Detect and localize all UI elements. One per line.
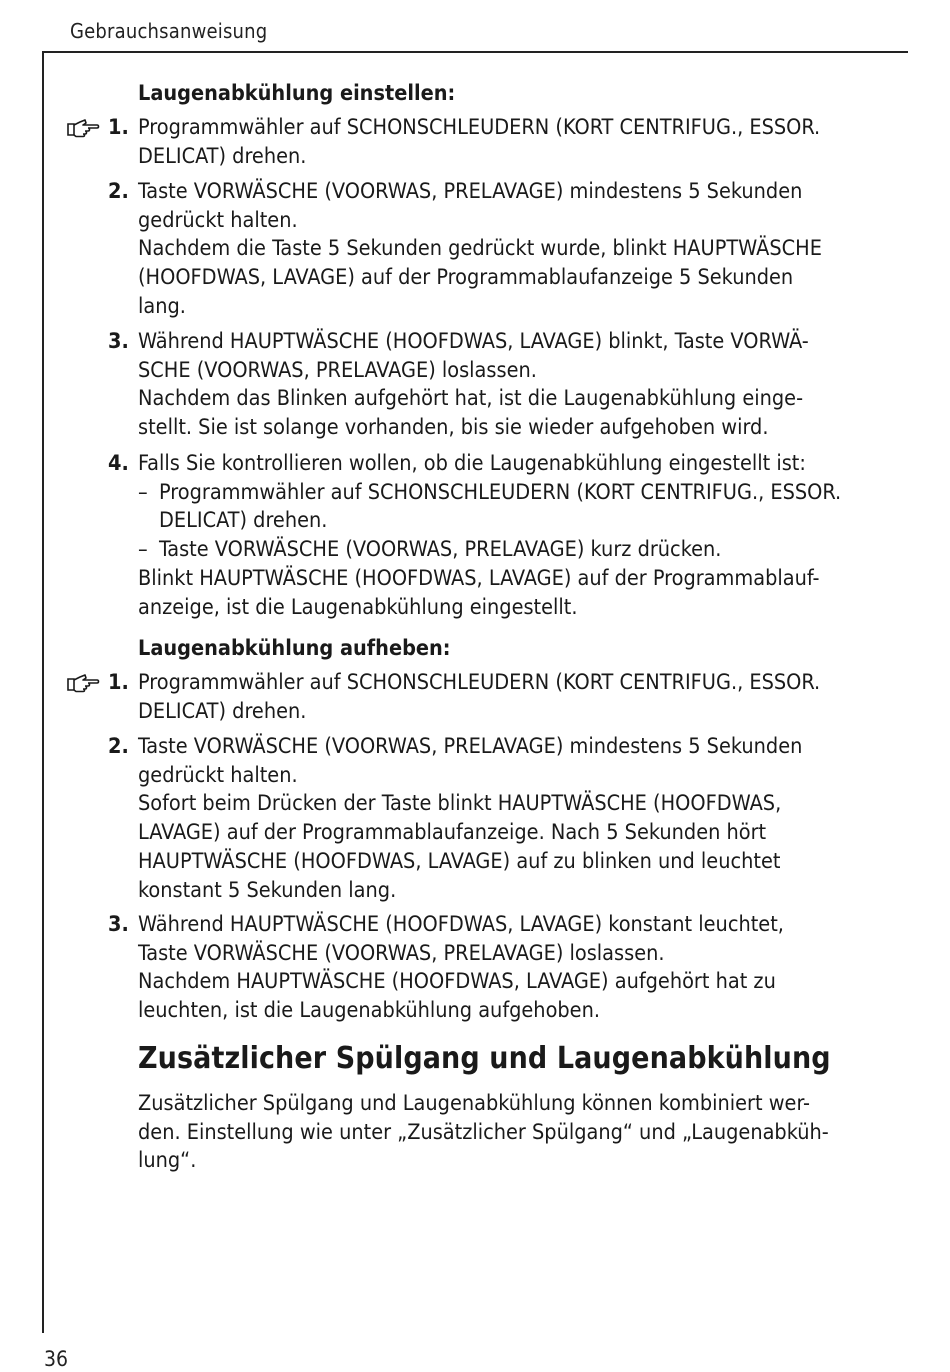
subheading-aufheben: Laugenabkühlung aufheben: bbox=[138, 636, 451, 661]
step-einstellen-3 bbox=[108, 328, 878, 443]
dash-bullet: – bbox=[138, 537, 148, 563]
section-paragraph bbox=[138, 1090, 873, 1176]
header-rule bbox=[42, 51, 908, 53]
step-line: Blinkt HAUPTWÄSCHE (HOOFDWAS, LAVAGE) auf der Programmablauf- bbox=[138, 565, 820, 591]
step-line: Taste VORWÄSCHE (VOORWAS, PRELAVAGE) kurz drücken. bbox=[159, 537, 722, 563]
step-number: 1. bbox=[108, 115, 129, 140]
section-title: Zusätzlicher Spülgang und Laugenabkühlung bbox=[138, 1041, 831, 1076]
step-line: anzeige, ist die Laugenabkühlung eingestellt. bbox=[138, 594, 578, 620]
step-line: lang. bbox=[138, 293, 186, 319]
step-number: 3. bbox=[108, 329, 129, 354]
step-line: leuchten, ist die Laugenabkühlung aufgehoben. bbox=[138, 998, 600, 1024]
pointing-hand-icon bbox=[66, 672, 100, 694]
step-line: Taste VORWÄSCHE (VOORWAS, PRELAVAGE) loslassen. bbox=[138, 940, 665, 966]
dash-item bbox=[138, 536, 878, 565]
dash-bullet: – bbox=[138, 479, 148, 505]
step-einstellen-4 bbox=[108, 450, 878, 622]
step-line: Taste VORWÄSCHE (VOORWAS, PRELAVAGE) mindestens 5 Sekunden bbox=[138, 179, 803, 204]
step-number: 2. bbox=[108, 734, 129, 759]
step-line: Während HAUPTWÄSCHE (HOOFDWAS, LAVAGE) blinkt, Taste VORWÄ- bbox=[138, 329, 809, 354]
dash-item bbox=[138, 479, 878, 536]
step-line: Während HAUPTWÄSCHE (HOOFDWAS, LAVAGE) konstant leuchtet, bbox=[138, 912, 784, 937]
step-line: stellt. Sie ist solange vorhanden, bis sie wieder aufgehoben wird. bbox=[138, 415, 769, 441]
step-line: Sofort beim Drücken der Taste blinkt HAUPTWÄSCHE (HOOFDWAS, bbox=[138, 791, 782, 817]
step-number: 2. bbox=[108, 179, 129, 204]
step-line: Programmwähler auf SCHONSCHLEUDERN (KORT CENTRIFUG., ESSOR. bbox=[138, 115, 821, 140]
step-line: Programmwähler auf SCHONSCHLEUDERN (KORT CENTRIFUG., ESSOR. bbox=[138, 670, 821, 695]
step-aufheben-1 bbox=[108, 669, 878, 726]
step-line: DELICAT) drehen. bbox=[138, 143, 307, 169]
step-einstellen-2 bbox=[108, 178, 878, 322]
step-line: SCHE (VOORWAS, PRELAVAGE) loslassen. bbox=[138, 357, 537, 383]
step-line: DELICAT) drehen. bbox=[159, 508, 328, 534]
step-number: 3. bbox=[108, 912, 129, 937]
step-number: 1. bbox=[108, 670, 129, 695]
step-line: Nachdem das Blinken aufgehört hat, ist die Laugenabkühlung einge- bbox=[138, 386, 804, 412]
step-line: konstant 5 Sekunden lang. bbox=[138, 877, 397, 903]
pointing-hand-icon bbox=[66, 117, 100, 139]
margin-rule bbox=[42, 51, 44, 1333]
step-line: (HOOFDWAS, LAVAGE) auf der Programmablaufanzeige 5 Sekunden bbox=[138, 265, 794, 291]
step-line: Programmwähler auf SCHONSCHLEUDERN (KORT CENTRIFUG., ESSOR. bbox=[159, 479, 842, 505]
step-number: 4. bbox=[108, 451, 129, 476]
running-header: Gebrauchsanweisung bbox=[70, 19, 268, 43]
step-line: LAVAGE) auf der Programmablaufanzeige. Nach 5 Sekunden hört bbox=[138, 820, 767, 846]
paragraph-line: lung“. bbox=[138, 1148, 197, 1174]
step-line: gedrückt halten. bbox=[138, 207, 298, 233]
subheading-einstellen: Laugenabkühlung einstellen: bbox=[138, 81, 456, 106]
step-einstellen-1 bbox=[108, 114, 878, 171]
step-line: HAUPTWÄSCHE (HOOFDWAS, LAVAGE) auf zu blinken und leuchtet bbox=[138, 848, 781, 874]
paragraph-line: Zusätzlicher Spülgang und Laugenabkühlung können kombiniert wer- bbox=[138, 1091, 810, 1116]
step-aufheben-2 bbox=[108, 733, 878, 905]
step-line: Nachdem die Taste 5 Sekunden gedrückt wurde, blinkt HAUPTWÄSCHE bbox=[138, 236, 822, 262]
step-line: DELICAT) drehen. bbox=[138, 698, 307, 724]
page-number: 36 bbox=[44, 1347, 69, 1371]
step-line: Falls Sie kontrollieren wollen, ob die Laugenabkühlung eingestellt ist: bbox=[138, 451, 806, 476]
paragraph-line: den. Einstellung wie unter „Zusätzlicher Spülgang“ und „Laugenabküh- bbox=[138, 1119, 829, 1145]
step-line: Nachdem HAUPTWÄSCHE (HOOFDWAS, LAVAGE) aufgehört hat zu bbox=[138, 969, 776, 995]
step-line: gedrückt halten. bbox=[138, 762, 298, 788]
step-aufheben-3 bbox=[108, 911, 878, 1026]
step-line: Taste VORWÄSCHE (VOORWAS, PRELAVAGE) mindestens 5 Sekunden bbox=[138, 734, 803, 759]
